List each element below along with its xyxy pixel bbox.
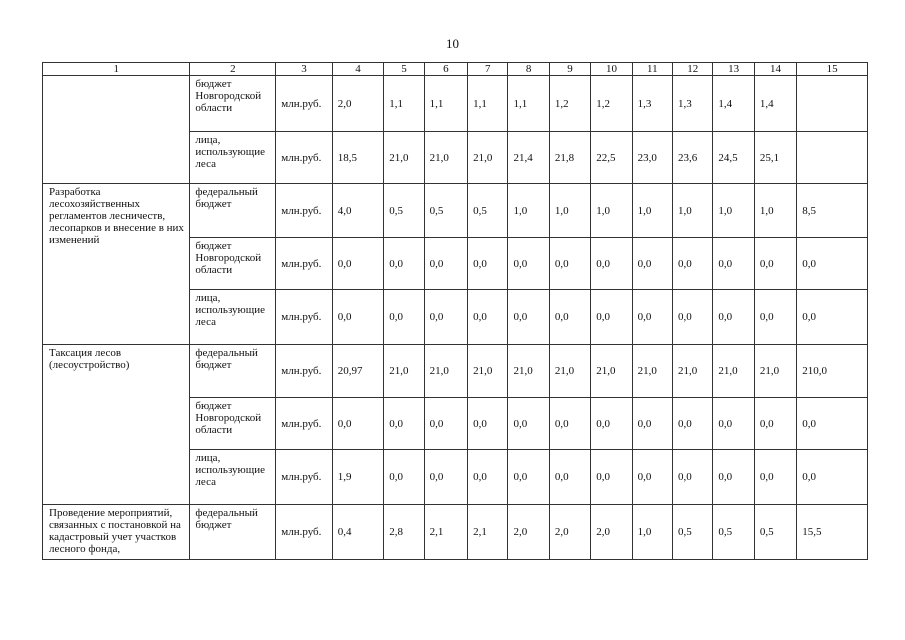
value-cell: 2,1: [468, 505, 508, 560]
table-row: [43, 505, 868, 560]
funding-source: бюджет Новгородской области: [190, 238, 276, 290]
value-cell: 21,0: [468, 345, 508, 398]
value-cell: 0,0: [549, 450, 590, 505]
value-cell: 0,0: [754, 238, 796, 290]
value-cell: 0,0: [591, 290, 632, 345]
value-cell: 1,2: [549, 76, 590, 132]
value-cell: 0,4: [332, 505, 383, 560]
funding-source: лица, использующие леса: [190, 290, 276, 345]
value-cell: 1,0: [632, 184, 672, 238]
value-cell: 0,0: [468, 290, 508, 345]
unit: млн.руб.: [276, 290, 333, 345]
unit: млн.руб.: [276, 505, 333, 560]
value-cell: 1,0: [591, 184, 632, 238]
value-cell: 21,0: [591, 345, 632, 398]
value-cell: 21,0: [549, 345, 590, 398]
value-cell: 0,0: [632, 450, 672, 505]
value-cell: 0,0: [468, 398, 508, 450]
value-cell: 210,0: [797, 345, 868, 398]
value-cell: 21,0: [424, 345, 467, 398]
value-cell: 21,4: [508, 132, 549, 184]
value-cell: 1,1: [508, 76, 549, 132]
value-cell: 0,5: [384, 184, 424, 238]
value-cell: 0,0: [713, 398, 754, 450]
value-cell: 0,0: [673, 398, 713, 450]
activity-name: Проведение мероприятий, связанных с постановкой на кадастровый учет участков лесного фонда,: [43, 505, 190, 560]
value-cell: 0,5: [424, 184, 467, 238]
column-header: 10: [591, 63, 632, 76]
value-cell: 0,0: [632, 398, 672, 450]
unit: млн.руб.: [276, 345, 333, 398]
value-cell: 0,0: [508, 398, 549, 450]
value-cell: 21,0: [508, 345, 549, 398]
value-cell: 0,0: [332, 238, 383, 290]
value-cell: 21,8: [549, 132, 590, 184]
value-cell: 0,0: [797, 450, 868, 505]
column-header: 2: [190, 63, 276, 76]
value-cell: 21,0: [384, 132, 424, 184]
funding-source: бюджет Новгородской области: [190, 398, 276, 450]
value-cell: 0,0: [713, 450, 754, 505]
value-cell: 1,0: [508, 184, 549, 238]
value-cell: 2,0: [508, 505, 549, 560]
value-cell: 0,0: [424, 398, 467, 450]
value-cell: 0,0: [384, 398, 424, 450]
value-cell: 0,0: [468, 238, 508, 290]
value-cell: 24,5: [713, 132, 754, 184]
value-cell: 0,0: [549, 238, 590, 290]
value-cell: 1,3: [673, 76, 713, 132]
value-cell: 23,6: [673, 132, 713, 184]
value-cell: 2,8: [384, 505, 424, 560]
value-cell: 0,0: [591, 238, 632, 290]
value-cell: 0,0: [332, 398, 383, 450]
column-header: 1: [43, 63, 190, 76]
table-row: [43, 345, 868, 398]
funding-source: лица, использующие леса: [190, 132, 276, 184]
activity-name: Таксация лесов (лесоустройство): [43, 345, 190, 505]
value-cell: 0,0: [713, 238, 754, 290]
unit: млн.руб.: [276, 184, 333, 238]
header-row: [43, 63, 868, 76]
unit: млн.руб.: [276, 398, 333, 450]
value-cell: 25,1: [754, 132, 796, 184]
value-cell: 0,0: [797, 290, 868, 345]
value-cell: 1,3: [632, 76, 672, 132]
column-header: 8: [508, 63, 549, 76]
value-cell: 1,0: [754, 184, 796, 238]
value-cell: 0,0: [508, 450, 549, 505]
column-header: 9: [549, 63, 590, 76]
column-header: 14: [754, 63, 796, 76]
value-cell: 2,1: [424, 505, 467, 560]
value-cell: 21,0: [384, 345, 424, 398]
value-cell: 1,2: [591, 76, 632, 132]
value-cell: 2,0: [549, 505, 590, 560]
column-header: 3: [276, 63, 333, 76]
funding-source: лица, использующие леса: [190, 450, 276, 505]
column-header: 4: [332, 63, 383, 76]
value-cell: 0,0: [754, 290, 796, 345]
funding-source: бюджет Новгородской области: [190, 76, 276, 132]
funding-source: федеральный бюджет: [190, 505, 276, 560]
value-cell: 0,0: [673, 450, 713, 505]
value-cell: 0,0: [591, 450, 632, 505]
value-cell: 0,5: [673, 505, 713, 560]
value-cell: 23,0: [632, 132, 672, 184]
value-cell: [797, 76, 868, 132]
value-cell: 1,1: [424, 76, 467, 132]
value-cell: 0,0: [424, 450, 467, 505]
value-cell: [797, 132, 868, 184]
value-cell: 0,0: [332, 290, 383, 345]
value-cell: 8,5: [797, 184, 868, 238]
column-header: 11: [632, 63, 672, 76]
column-header: 7: [468, 63, 508, 76]
value-cell: 2,0: [591, 505, 632, 560]
value-cell: 0,0: [549, 398, 590, 450]
value-cell: 0,0: [424, 238, 467, 290]
value-cell: 1,4: [713, 76, 754, 132]
unit: млн.руб.: [276, 450, 333, 505]
value-cell: 0,0: [673, 238, 713, 290]
value-cell: 1,0: [673, 184, 713, 238]
value-cell: 0,5: [713, 505, 754, 560]
table-row: [43, 184, 868, 238]
value-cell: 0,0: [468, 450, 508, 505]
value-cell: 0,0: [713, 290, 754, 345]
value-cell: 0,5: [754, 505, 796, 560]
value-cell: 0,0: [632, 238, 672, 290]
column-header: 12: [673, 63, 713, 76]
unit: млн.руб.: [276, 238, 333, 290]
value-cell: 21,0: [424, 132, 467, 184]
budget-table: [42, 62, 868, 560]
value-cell: 1,1: [384, 76, 424, 132]
value-cell: 0,0: [508, 290, 549, 345]
value-cell: 0,0: [591, 398, 632, 450]
value-cell: 18,5: [332, 132, 383, 184]
activity-name: [43, 76, 190, 184]
funding-source: федеральный бюджет: [190, 184, 276, 238]
column-header: 6: [424, 63, 467, 76]
value-cell: 1,1: [468, 76, 508, 132]
value-cell: 0,0: [384, 450, 424, 505]
value-cell: 0,0: [754, 398, 796, 450]
value-cell: 0,0: [797, 398, 868, 450]
activity-name: Разработка лесохозяйственных регламентов лесничеств, лесопарков и внесение в них изменений: [43, 184, 190, 345]
value-cell: 20,97: [332, 345, 383, 398]
value-cell: 0,0: [673, 290, 713, 345]
value-cell: 2,0: [332, 76, 383, 132]
value-cell: 22,5: [591, 132, 632, 184]
column-header: 5: [384, 63, 424, 76]
value-cell: 21,0: [468, 132, 508, 184]
value-cell: 0,0: [384, 238, 424, 290]
funding-source: федеральный бюджет: [190, 345, 276, 398]
value-cell: 0,0: [549, 290, 590, 345]
value-cell: 21,0: [673, 345, 713, 398]
column-header: 15: [797, 63, 868, 76]
value-cell: 0,0: [632, 290, 672, 345]
value-cell: 15,5: [797, 505, 868, 560]
value-cell: 1,9: [332, 450, 383, 505]
unit: млн.руб.: [276, 132, 333, 184]
value-cell: 1,0: [549, 184, 590, 238]
value-cell: 0,0: [384, 290, 424, 345]
value-cell: 1,4: [754, 76, 796, 132]
value-cell: 4,0: [332, 184, 383, 238]
value-cell: 21,0: [713, 345, 754, 398]
value-cell: 1,0: [632, 505, 672, 560]
value-cell: 0,0: [797, 238, 868, 290]
value-cell: 0,5: [468, 184, 508, 238]
value-cell: 0,0: [424, 290, 467, 345]
page-number: 10: [446, 36, 459, 51]
value-cell: 0,0: [508, 238, 549, 290]
value-cell: 1,0: [713, 184, 754, 238]
value-cell: 21,0: [754, 345, 796, 398]
value-cell: 0,0: [754, 450, 796, 505]
value-cell: 21,0: [632, 345, 672, 398]
column-header: 13: [713, 63, 754, 76]
unit: млн.руб.: [276, 76, 333, 132]
table-row: [43, 76, 868, 132]
